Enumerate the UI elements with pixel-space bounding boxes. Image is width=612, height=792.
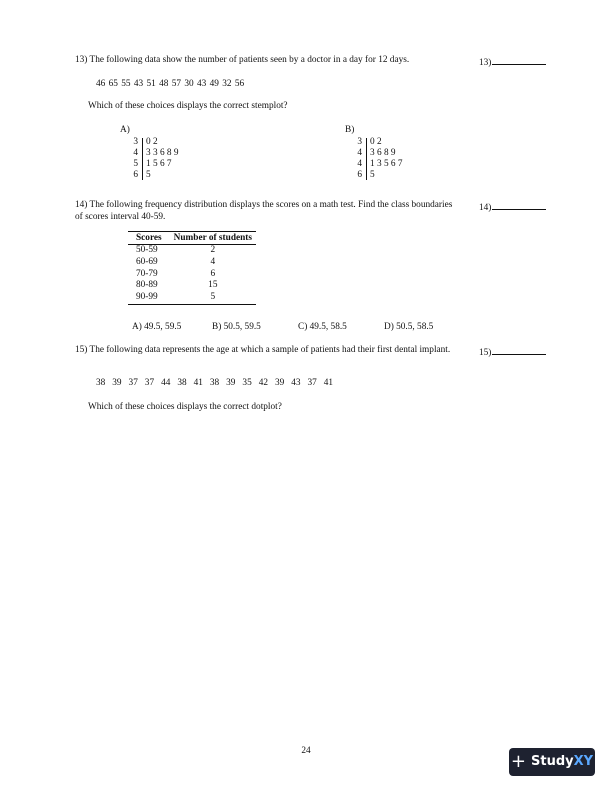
table-header: Number of students	[170, 232, 256, 245]
q15-prompt: 15) The following data represents the age at which a sample of patients had their first dental implant.	[75, 345, 451, 355]
brand-accent: XY	[573, 753, 594, 769]
answer-line	[492, 55, 546, 65]
brand-main: Study	[531, 753, 574, 769]
table-header-row	[128, 232, 256, 245]
table-cell: 90-99	[128, 292, 170, 304]
table-row	[128, 280, 256, 292]
stem-divider	[142, 138, 143, 180]
leaves: 0 2	[370, 137, 382, 147]
q14-prompt: 14) The following frequency distribution displays the scores on a math test. Find the class boundaries of scores interval 40-59.	[75, 200, 453, 222]
stem: 4	[357, 159, 362, 169]
page-number: 24	[301, 746, 311, 756]
stem: 6	[133, 170, 138, 180]
q14-choice-b[interactable]: B) 50.5, 59.5	[212, 322, 261, 332]
table-cell: 60-69	[136, 256, 158, 267]
stem: 5	[133, 159, 138, 169]
q13-answer-blank[interactable]	[479, 55, 546, 70]
studyxy-badge[interactable]	[509, 748, 595, 776]
table-cell: 50-59	[136, 245, 158, 255]
q15-answer-blank[interactable]	[479, 345, 546, 360]
table-row	[128, 257, 256, 269]
leaves: 1 5 6 7	[146, 159, 172, 169]
q13-prompt: 13) The following data show the number of patients seen by a doctor in a day for 12 days.	[75, 55, 410, 65]
q13-option-a-label: A)	[120, 125, 130, 135]
q14-choice-c[interactable]: C) 49.5, 58.5	[298, 322, 347, 332]
q13-answer-label: 13)	[479, 58, 492, 68]
leaves: 5	[146, 170, 151, 180]
table-cell: 70-79	[136, 268, 158, 279]
table-header: Scores	[128, 232, 170, 245]
leaves: 3 3 6 8 9	[146, 148, 179, 158]
leaves: 3 6 8 9	[370, 148, 396, 158]
table-cell: 6	[210, 268, 216, 279]
stem: 3	[357, 137, 362, 147]
answer-line	[492, 200, 546, 210]
plus-icon: +	[510, 751, 527, 772]
table-row	[128, 269, 256, 281]
stem: 4	[357, 148, 362, 158]
q13-option-b-label: B)	[345, 125, 355, 135]
stem: 4	[133, 148, 138, 158]
table-cell: 15	[208, 280, 218, 291]
stem-divider	[366, 138, 367, 180]
q14-choice-d[interactable]: D) 50.5, 58.5	[384, 322, 434, 332]
stem: 6	[357, 170, 362, 180]
q15-question: Which of these choices displays the correct dotplot?	[88, 402, 282, 412]
q15-data: 38 39 37 37 44 38 41 38 39 35 42 39 43 37 41	[96, 378, 334, 388]
q13-data: 46 65 55 43 51 48 57 30 43 49 32 56	[96, 79, 245, 89]
q13-question: Which of these choices displays the correct stemplot?	[88, 101, 288, 111]
frequency-table	[128, 231, 256, 305]
leaves: 1 3 5 6 7	[370, 159, 403, 169]
q14-answer-label: 14)	[479, 203, 492, 213]
q14-answer-blank[interactable]	[479, 200, 546, 215]
table-cell: 4	[210, 256, 216, 267]
table-cell: 2	[210, 245, 216, 255]
leaves: 5	[370, 170, 375, 180]
q15-answer-label: 15)	[479, 348, 492, 358]
stem: 3	[133, 137, 138, 147]
leaves: 0 2	[146, 137, 158, 147]
table-row	[128, 292, 256, 304]
table-cell: 5	[170, 292, 256, 304]
table-row	[128, 245, 256, 257]
table-cell: 80-89	[136, 280, 158, 291]
answer-line	[492, 345, 546, 355]
q14-choice-a[interactable]: A) 49.5, 59.5	[132, 322, 182, 332]
